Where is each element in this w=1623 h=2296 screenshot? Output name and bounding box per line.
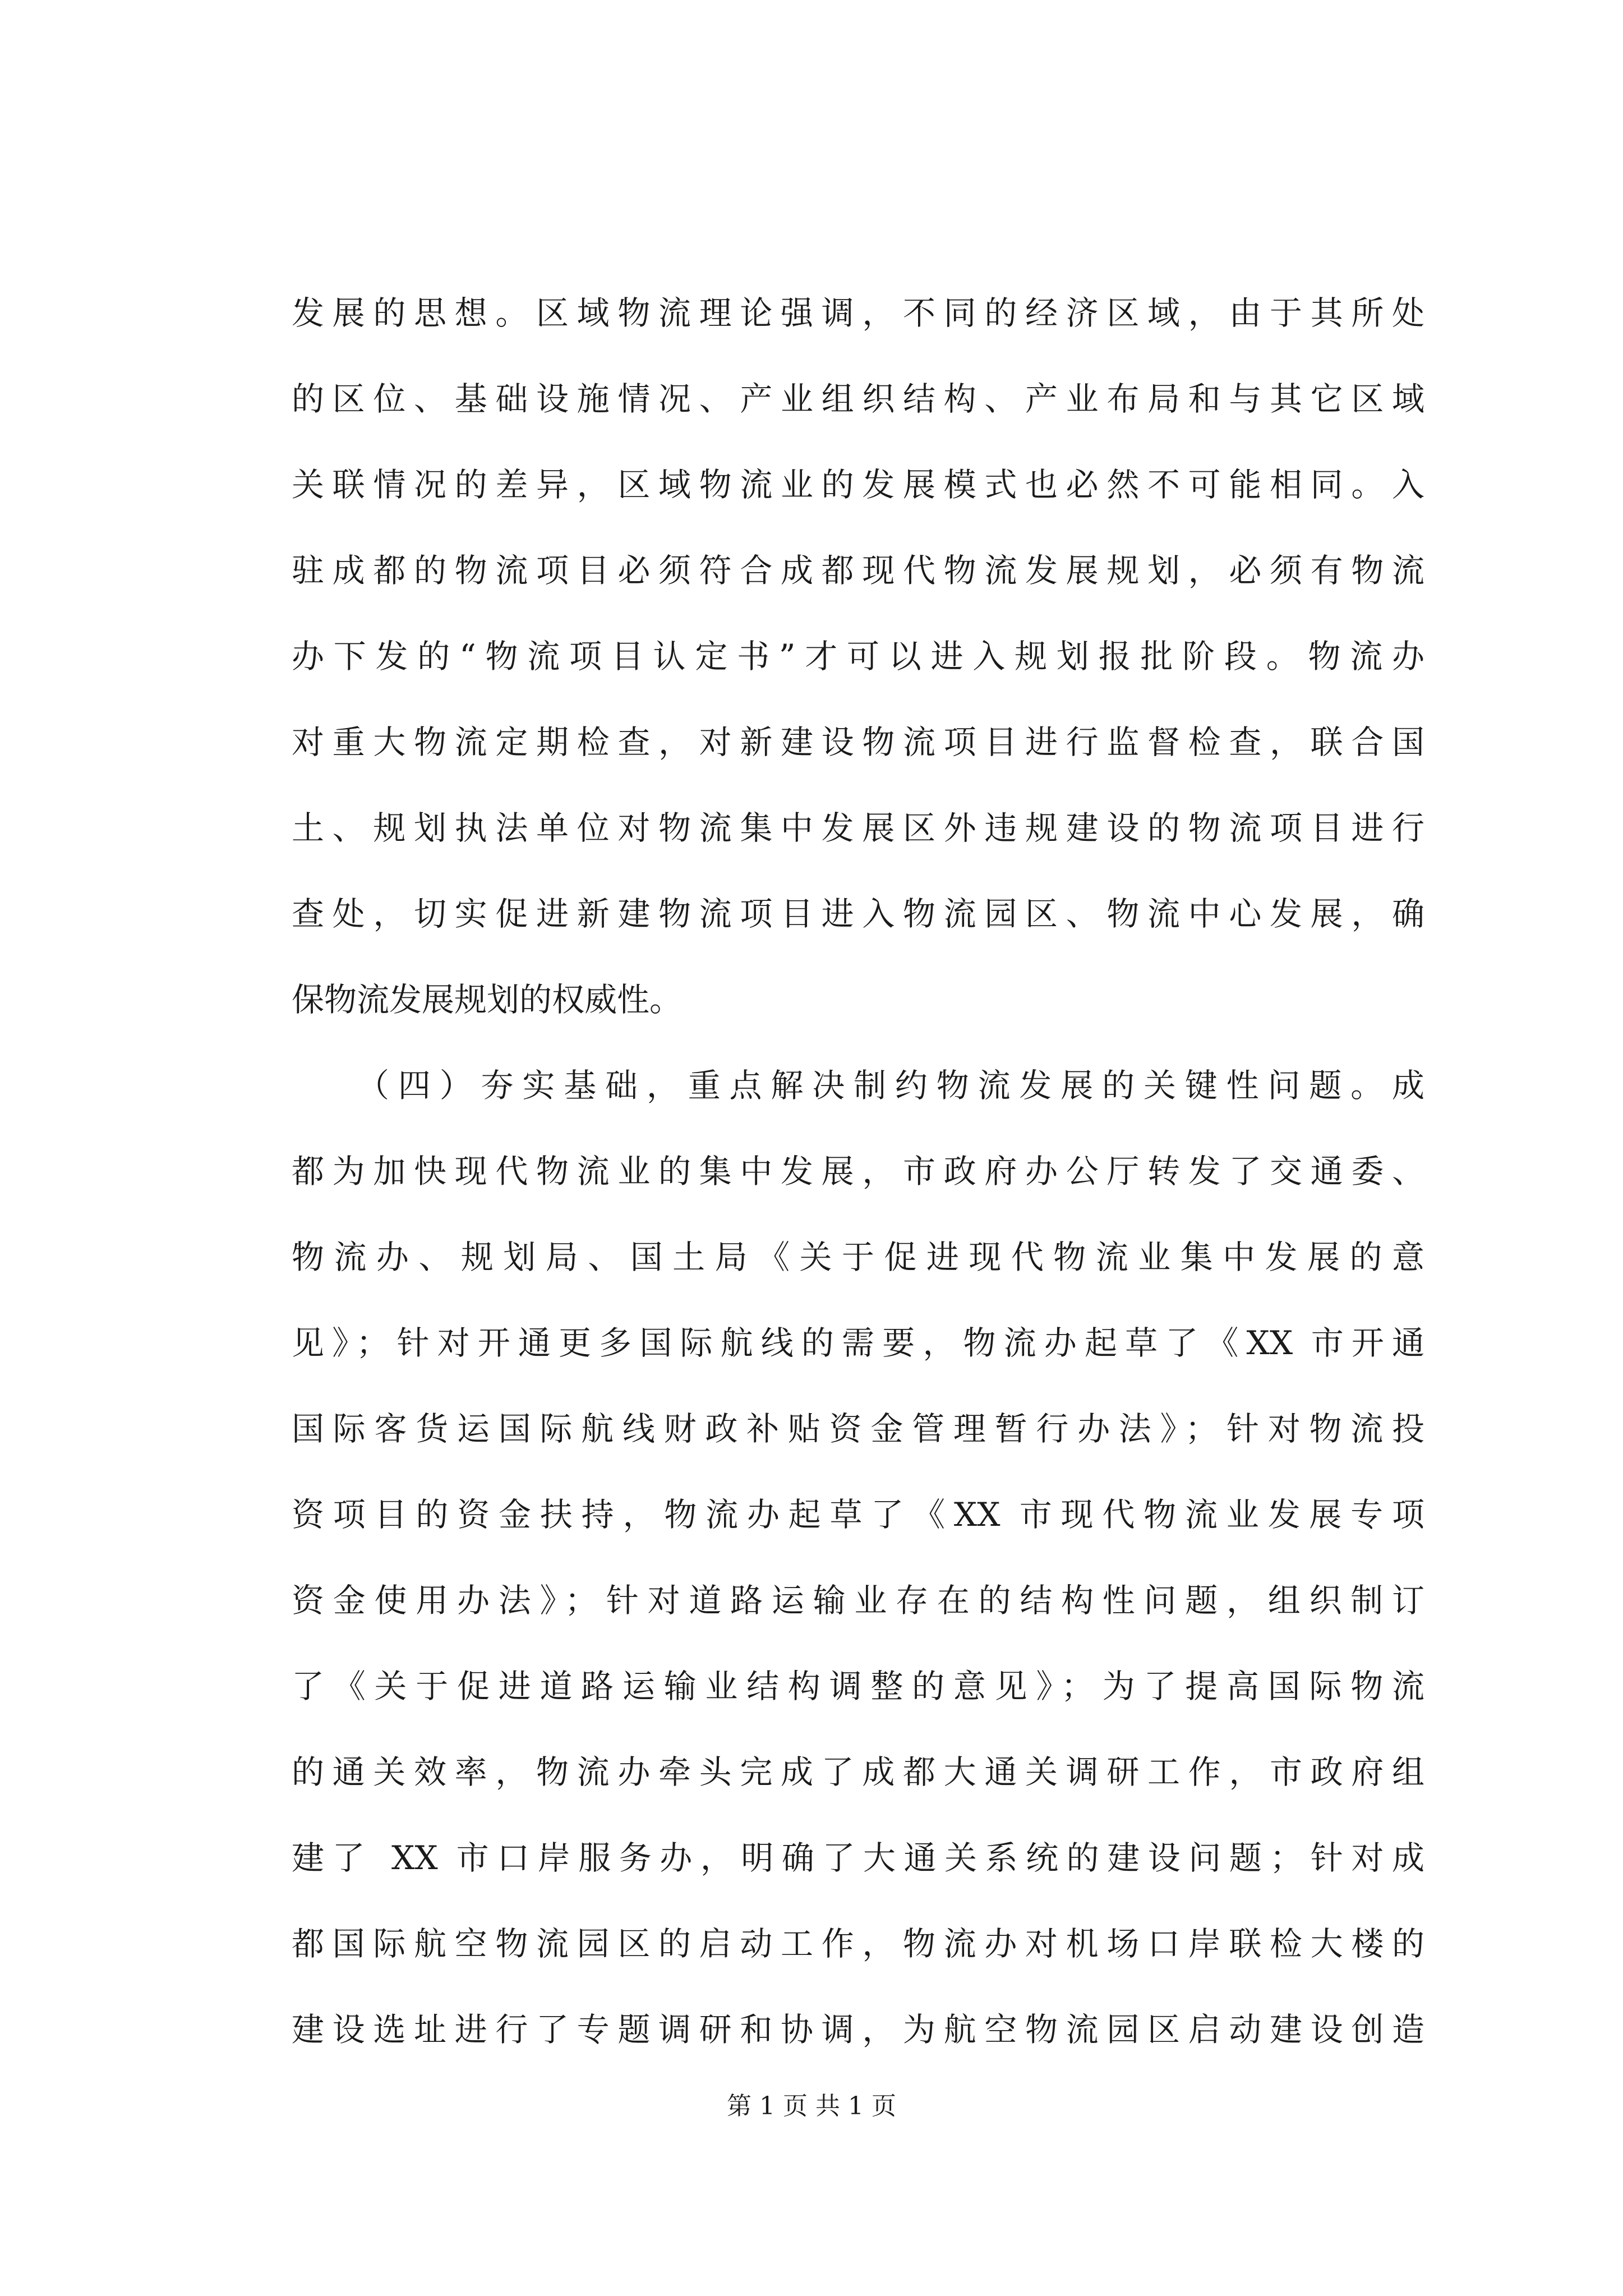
text-line-2: 的区位、基础设施情况、产业组织结构、产业布局和与其它区域: [292, 380, 1424, 418]
text-line-3: 关联情况的差异，区域物流业的发展模式也必然不可能相同。入: [292, 466, 1424, 504]
text-line-11: 都为加快现代物流业的集中发展，市政府办公厅转发了交通委、: [292, 1152, 1424, 1190]
text-line-21: 建设选址进行了专题调研和协调，为航空物流园区启动建设创造: [292, 2010, 1424, 2049]
text-line-5: 办下发的“物流项目认定书”才可以进入规划报批阶段。物流办: [292, 637, 1424, 675]
body-text: [292, 270, 1424, 2073]
text-line-4: 驻成都的物流项目必须符合成都现代物流发展规划，必须有物流: [292, 551, 1424, 590]
text-line-14: 国际客货运国际航线财政补贴资金管理暂行办法》；针对物流投: [292, 1410, 1424, 1448]
text-line-19: 建了 XX 市口岸服务办，明确了大通关系统的建设问题；针对成: [292, 1839, 1424, 1877]
text-line-1: 发展的思想。区域物流理论强调，不同的经济区域，由于其所处: [292, 294, 1424, 332]
text-line-16: 资金使用办法》；针对道路运输业存在的结构性问题，组织制订: [292, 1581, 1424, 1619]
text-line-9: 保物流发展规划的权威性。: [292, 981, 683, 1019]
text-line-20: 都国际航空物流园区的启动工作，物流办对机场口岸联检大楼的: [292, 1925, 1424, 1963]
text-line-17: 了《关于促进道路运输业结构调整的意见》；为了提高国际物流: [292, 1667, 1424, 1705]
text-line-10: （四）夯实基础，重点解决制约物流发展的关键性问题。成: [357, 1066, 1424, 1105]
page-footer: 第 1 页 共 1 页: [727, 2092, 896, 2120]
text-line-13: 见》；针对开通更多国际航线的需要，物流办起草了《XX 市开通: [292, 1324, 1424, 1362]
text-line-6: 对重大物流定期检查，对新建设物流项目进行监督检查，联合国: [292, 723, 1424, 761]
text-line-18: 的通关效率，物流办牵头完成了成都大通关调研工作，市政府组: [292, 1753, 1424, 1791]
text-line-15: 资项目的资金扶持，物流办起草了《XX 市现代物流业发展专项: [292, 1496, 1424, 1534]
text-line-12: 物流办、规划局、国土局《关于促进现代物流业集中发展的意: [292, 1238, 1424, 1276]
text-line-8: 查处，切实促进新建物流项目进入物流园区、物流中心发展，确: [292, 895, 1424, 933]
text-line-7: 土、规划执法单位对物流集中发展区外违规建设的物流项目进行: [292, 809, 1424, 847]
